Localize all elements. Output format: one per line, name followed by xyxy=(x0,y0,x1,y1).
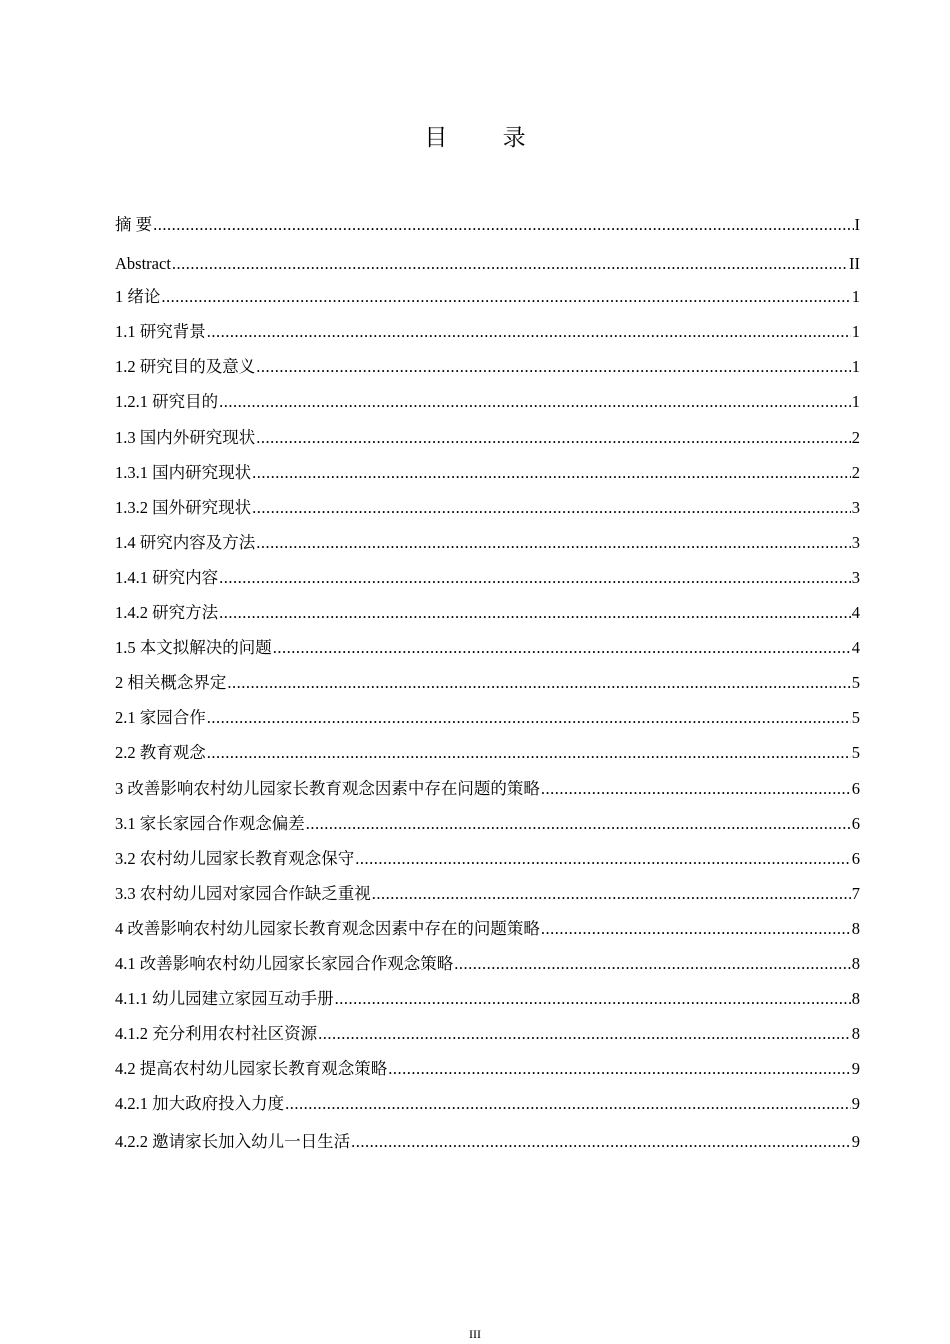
toc-entry-label: 1.2 研究目的及意义 xyxy=(115,357,256,376)
toc-entry-label: 3.2 农村幼儿园家长教育观念保守 xyxy=(115,849,355,868)
page-number: III xyxy=(469,1327,481,1341)
toc-entry-label: 1.3 国内外研究现状 xyxy=(115,428,256,447)
toc-entry-label: 4.1 改善影响农村幼儿园家长家园合作观念策略 xyxy=(115,954,454,973)
toc-entry-page: 4 xyxy=(851,603,860,622)
toc-leader-dots xyxy=(285,1093,851,1115)
toc-entry-label: 4.2 提高农村幼儿园家长教育观念策略 xyxy=(115,1059,388,1078)
toc-entry[interactable] xyxy=(115,813,860,835)
toc-entry-label: 3 改善影响农村幼儿园家长教育观念因素中存在问题的策略 xyxy=(115,779,540,798)
toc-leader-dots xyxy=(454,953,851,975)
toc-entry[interactable] xyxy=(115,637,860,659)
toc-entry-label: 1 绪论 xyxy=(115,287,161,306)
toc-leader-dots xyxy=(256,427,851,449)
toc-entry-page: 6 xyxy=(851,779,860,798)
toc-entry-page: 8 xyxy=(851,919,860,938)
toc-entry[interactable] xyxy=(115,391,860,413)
toc-entry[interactable] xyxy=(115,462,860,484)
toc-entry-page: 9 xyxy=(851,1132,860,1151)
toc-entry-label: 2.2 教育观念 xyxy=(115,743,206,762)
toc-entry[interactable] xyxy=(115,602,860,624)
toc-entry-label: 2.1 家园合作 xyxy=(115,708,206,727)
toc-entry[interactable] xyxy=(115,567,860,589)
toc-entry-label: 1.4.2 研究方法 xyxy=(115,603,219,622)
toc-entry-page: 3 xyxy=(851,498,860,517)
toc-entry-page: 3 xyxy=(851,533,860,552)
toc-leader-dots xyxy=(219,391,851,413)
toc-entry-label: 4.1.2 充分利用农村社区资源 xyxy=(115,1024,318,1043)
toc-entry[interactable] xyxy=(115,1131,860,1153)
toc-entry[interactable] xyxy=(115,707,860,729)
toc-leader-dots xyxy=(207,707,851,729)
toc-entry-page: 4 xyxy=(851,638,860,657)
toc-entry-abstract-zh[interactable] xyxy=(115,214,860,236)
toc-entry[interactable] xyxy=(115,532,860,554)
toc-entry-page: I xyxy=(854,215,860,234)
toc-leader-dots xyxy=(219,602,851,624)
toc-entry-page: 5 xyxy=(851,743,860,762)
toc-entry[interactable] xyxy=(115,1058,860,1080)
toc-leader-dots xyxy=(541,918,851,940)
toc-entry-page: 3 xyxy=(851,568,860,587)
toc-entry-label: 1.2.1 研究目的 xyxy=(115,392,219,411)
toc-leader-dots xyxy=(318,1023,851,1045)
toc-leader-dots xyxy=(256,532,851,554)
toc-entry[interactable] xyxy=(115,1023,860,1045)
toc-entry[interactable] xyxy=(115,742,860,764)
toc-entry-page: 9 xyxy=(851,1059,860,1078)
toc-entry-page: 1 xyxy=(851,287,860,306)
toc-entry[interactable] xyxy=(115,1093,860,1115)
toc-leader-dots xyxy=(252,497,851,519)
toc-entry[interactable] xyxy=(115,883,860,905)
toc-leader-dots xyxy=(227,672,850,694)
toc-entry[interactable] xyxy=(115,321,860,343)
toc-entry-page: 5 xyxy=(851,708,860,727)
toc-entry-label: 1.4.1 研究内容 xyxy=(115,568,219,587)
toc-leader-dots xyxy=(273,637,851,659)
toc-entry-label: 4.1.1 幼儿园建立家园互动手册 xyxy=(115,989,334,1008)
toc-entry[interactable] xyxy=(115,356,860,378)
toc-leader-dots xyxy=(335,988,851,1010)
toc-entry[interactable] xyxy=(115,672,860,694)
toc-entry-page: 2 xyxy=(851,428,860,447)
toc-leader-dots xyxy=(256,356,851,378)
toc-entry-page: II xyxy=(849,254,860,273)
toc-leader-dots xyxy=(172,253,848,275)
toc-entry[interactable] xyxy=(115,286,860,308)
toc-entry-label: 1.3.2 国外研究现状 xyxy=(115,498,252,517)
toc-entry-page: 2 xyxy=(851,463,860,482)
toc-leader-dots xyxy=(541,778,851,800)
toc-leader-dots xyxy=(207,742,851,764)
toc-entry[interactable] xyxy=(115,427,860,449)
toc-entry-label: 3.1 家长家园合作观念偏差 xyxy=(115,814,305,833)
toc-entry-page: 8 xyxy=(851,989,860,1008)
toc-leader-dots xyxy=(388,1058,851,1080)
toc-entry-page: 5 xyxy=(851,673,860,692)
toc-leader-dots xyxy=(161,286,850,308)
toc-entry-label: Abstract xyxy=(115,254,171,273)
toc-leader-dots xyxy=(207,321,851,343)
toc-entry-page: 9 xyxy=(851,1094,860,1113)
toc-leader-dots xyxy=(306,813,851,835)
toc-entry-label: 4.2.2 邀请家长加入幼儿一日生活 xyxy=(115,1132,351,1151)
toc-entry-label: 3.3 农村幼儿园对家园合作缺乏重视 xyxy=(115,884,371,903)
toc-leader-dots xyxy=(372,883,851,905)
toc-entry[interactable] xyxy=(115,848,860,870)
toc-leader-dots xyxy=(219,567,851,589)
toc-leader-dots xyxy=(153,214,853,236)
toc-leader-dots xyxy=(252,462,851,484)
toc-entry-page: 8 xyxy=(851,1024,860,1043)
page-title: 目 录 xyxy=(424,125,550,151)
toc-entry-label: 1.5 本文拟解决的问题 xyxy=(115,638,272,657)
toc-entry-label: 4.2.1 加大政府投入力度 xyxy=(115,1094,285,1113)
toc-entry-page: 1 xyxy=(851,392,860,411)
toc-entry[interactable] xyxy=(115,988,860,1010)
toc-entry[interactable] xyxy=(115,918,860,940)
toc-leader-dots xyxy=(351,1131,851,1153)
toc-entry-page: 6 xyxy=(851,849,860,868)
toc-entry-abstract-en[interactable] xyxy=(115,253,860,275)
toc-entry-page: 1 xyxy=(851,322,860,341)
toc-entry-label: 1.4 研究内容及方法 xyxy=(115,533,256,552)
toc-entry-label: 1.3.1 国内研究现状 xyxy=(115,463,252,482)
toc-entry-label: 1.1 研究背景 xyxy=(115,322,206,341)
toc-entry-page: 6 xyxy=(851,814,860,833)
toc-entry-label: 2 相关概念界定 xyxy=(115,673,227,692)
toc-entry-page: 1 xyxy=(851,357,860,376)
toc-entry-label: 4 改善影响农村幼儿园家长教育观念因素中存在的问题策略 xyxy=(115,919,540,938)
toc-entry-page: 7 xyxy=(851,884,860,903)
toc-leader-dots xyxy=(355,848,851,870)
toc-entry-label: 摘 要 xyxy=(115,215,153,234)
toc-entry[interactable] xyxy=(115,778,860,800)
toc-entry[interactable] xyxy=(115,953,860,975)
toc-entry-page: 8 xyxy=(851,954,860,973)
toc-entry[interactable] xyxy=(115,497,860,519)
